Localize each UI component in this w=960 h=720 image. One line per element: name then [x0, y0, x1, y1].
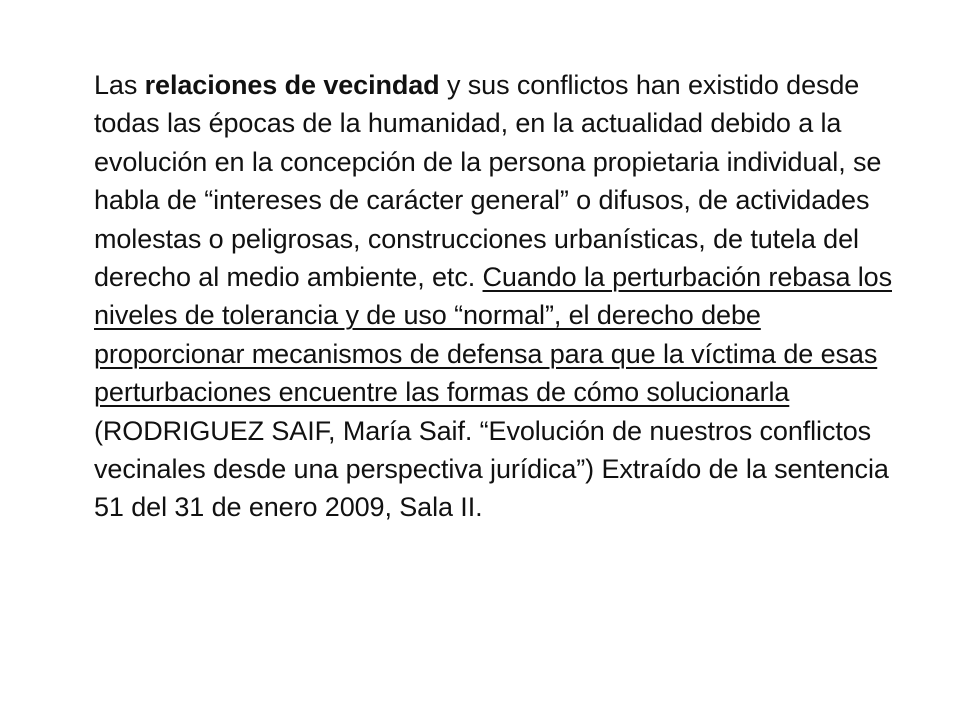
paragraph-intro: Las	[94, 70, 145, 100]
bold-term: relaciones de vecindad	[144, 70, 440, 100]
citation: (RODRIGUEZ SAIF, María Saif. “Evolución de nuestros conflictos vecinales desde una perspectiva jurídica”) Extraído de la sentencia 51 del 31 de enero 2009, Sala II.	[94, 415, 889, 523]
body-paragraph	[94, 66, 914, 527]
underlined-quote: Cuando la perturbación rebasa los niveles de tolerancia y de uso “normal”, el derecho debe proporcionar mecanismos de defensa para que la víctima de esas perturbaciones encuentre las formas de cómo solucionarla	[94, 262, 892, 408]
paragraph-body: y sus conflictos han existido desde todas las épocas de la humanidad, en la actualidad debido a la evolución en la concepción de la persona propietaria individual, se habla de “intereses de carácter general” o difusos, de actividades molestas o peligrosas, construcciones urbanísticas, de tutela del derecho al medio ambiente, etc.	[94, 70, 882, 293]
